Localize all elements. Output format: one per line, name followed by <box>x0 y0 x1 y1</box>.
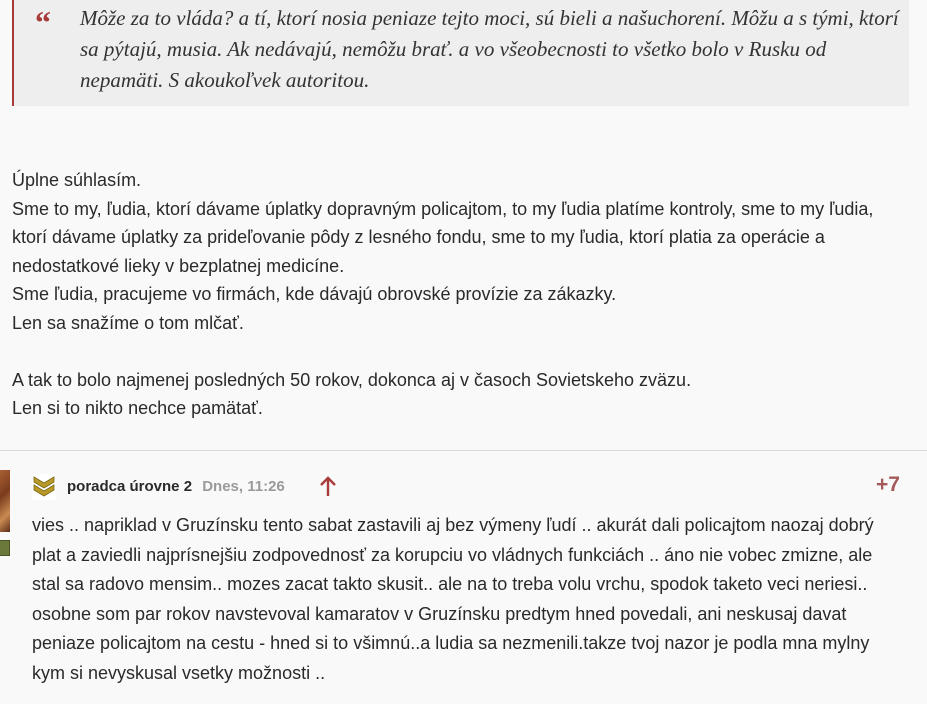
reply-line: Úplne súhlasím. <box>12 170 142 190</box>
quoted-comment <box>12 0 909 106</box>
quote-mark-icon: “ <box>35 4 51 40</box>
avatar[interactable] <box>0 470 10 532</box>
vote-score: +7 <box>876 473 900 496</box>
chevron-rank-icon <box>32 474 56 500</box>
reply-line: Sme to my, ľudia, ktorí dávame úplatky dopravným policajtom, to my ľudia platíme kontroly, sme to my ľudia, ktorí dávame úplatky za prideľovanie pôdy z lesného fondu, sme to my ľudia, ktorí platia za operácie a nedostatkové lieky v bezplatnej medicíne. <box>12 198 874 276</box>
paragraph-gap <box>12 337 912 366</box>
comment-text: vies .. napriklad v Gruzínsku tento sabat zastavili aj bez výmeny ľudí .. akurát dali policajtom naozaj dobrý plat a zaviedli najprísnejšiu zodpovednosť za korupciu vo vládnych funkciách .. áno nie vobec zmizne, ale stal sa radovo mensim.. mozes zacat takto skusit.. ale na to treba volu vrchu, spodok taketo veci neriesi.. osobne som par rokov navstevoval kamaratov v Gruzínsku predtym hned povedali, ani neskusaj davat peniaze policajtom na cestu - hned si to všimnú..a ludia sa nezmenili.takze tvoj nazor je podla mna mylny kym si nevyskusal vsetky možnosti .. <box>32 515 874 683</box>
arrow-up-icon[interactable] <box>318 476 338 498</box>
reply-line: Len si to nikto nechce pamätať. <box>12 398 263 418</box>
avatar-badge <box>0 540 10 556</box>
comment-timestamp: Dnes, 11:26 <box>202 478 285 495</box>
reply-line: Len sa snažíme o tom mlčať. <box>12 312 244 333</box>
quote-text: Môže za to vláda? a tí, ktorí nosia peniaze tejto moci, sú bieli a našuchorení. Môžu a s tými, ktorí sa pýtajú, musia. Ak nedávajú, nemôžu brať. a vo všeobecnosti to všetko bolo v Rusku od nepamäti. S akoukoľvek autoritou. <box>80 6 899 92</box>
divider <box>0 450 927 451</box>
reply-text <box>12 166 912 423</box>
reply-line: Sme ľudia, pracujeme vo firmách, kde dávajú obrovské provízie za zákazky. <box>12 284 617 304</box>
comment-header <box>67 477 285 497</box>
author-name[interactable]: poradca úrovne 2 <box>67 478 193 495</box>
reply-line: A tak to bolo najmenej posledných 50 rokov, dokonca aj v časoch Sovietskeho zväzu. <box>12 369 692 390</box>
